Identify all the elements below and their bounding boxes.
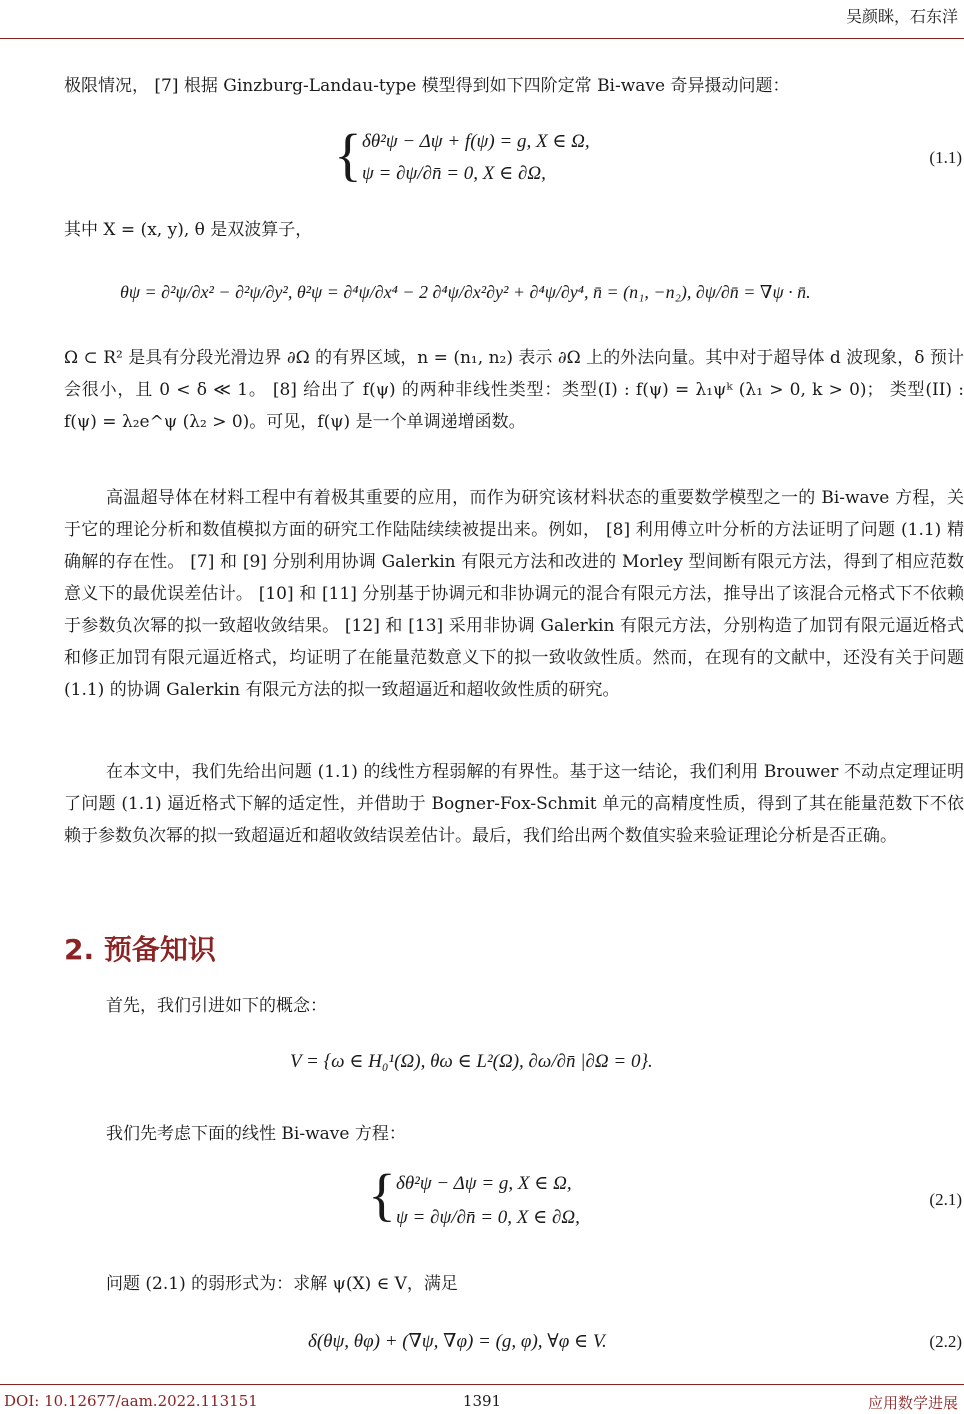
- equation-brace: {: [334, 122, 362, 187]
- equation-space-V: V = {ω ∈ H₀¹(Ω), θω ∈ L²(Ω), ∂ω/∂n̄ |∂Ω = 0}.: [290, 1051, 653, 1072]
- equation-1-1-line2: ψ = ∂ψ/∂n̄ = 0, X ∈ ∂Ω,: [362, 163, 546, 184]
- equation-2-1-line1: δθ²ψ − Δψ = g, X ∈ Ω,: [396, 1173, 572, 1194]
- equation-2-1-line2: ψ = ∂ψ/∂n̄ = 0, X ∈ ∂Ω,: [396, 1207, 580, 1228]
- header-rule: [0, 38, 964, 39]
- equation-brace: {: [368, 1162, 396, 1227]
- equation-theta-operator: θψ = ∂²ψ/∂x² − ∂²ψ/∂y², θ²ψ = ∂⁴ψ/∂x⁴ − 2 ∂⁴ψ/∂x²∂y² + ∂⁴ψ/∂y⁴, n̄ = (n₁, −n₂), ∂ψ/∂n̄ = ∇ψ · n̄.: [120, 282, 811, 302]
- paragraph-intro: 极限情况， [7] 根据 Ginzburg-Landau-type 模型得到如下四阶定常 Bi-wave 奇异摄动问题：: [64, 76, 790, 96]
- paragraph-domain: Ω ⊂ R² 是具有分段光滑边界 ∂Ω 的有界区域，n = (n₁, n₂) 表示 ∂Ω 上的外法向量。其中对于超导体 d 波现象，δ 预计会很小，且 0 < δ ≪ 1。 [8] 给出了 f(ψ) 的两种非线性类型：类型(I) : f(ψ) = λ₁ψᵏ (λ₁ > 0, k > 0)； 类型(II) : f(ψ) = λ₂e^ψ (λ₂ > 0)。可见，f(ψ) 是一个单调递增函数。: [64, 348, 964, 432]
- paragraph-concept: 首先，我们引进如下的概念：: [106, 996, 327, 1016]
- header-authors: 吴颜眯，石东洋: [845, 7, 958, 26]
- paragraph-this-paper: 在本文中，我们先给出问题 (1.1) 的线性方程弱解的有界性。基于这一结论，我们利用 Brouwer 不动点定理证明了问题 (1.1) 逼近格式下解的适定性，并借助于 Bogner-Fox-Schmit 单元的高精度性质，得到了其在能量范数下不依赖于参数负次幂的拟一致超逼近和超收敛结误差估计。最后，我们给出两个数值实验来验证理论分析是否正确。: [64, 762, 964, 846]
- paragraph-weak-form: 问题 (2.1) 的弱形式为：求解 ψ(X) ∈ V，满足: [106, 1274, 458, 1294]
- equation-number: (2.2): [929, 1332, 962, 1351]
- footer-journal: 应用数学进展: [867, 1394, 958, 1412]
- footer-rule: [0, 1384, 964, 1385]
- equation-number: (2.1): [929, 1190, 962, 1209]
- footer-page-number: 1391: [462, 1392, 502, 1410]
- paragraph-background: 高温超导体在材料工程中有着极其重要的应用，而作为研究该材料状态的重要数学模型之一的 Bi-wave 方程，关于它的理论分析和数值模拟方面的研究工作陆陆续续被提出来。例如， [8] 利用傅立叶分析的方法证明了问题 (1.1) 精确解的存在性。 [7] 和 [9] 分别利用协调 Galerkin 有限元方法和改进的 Morley 型间断有限元方法，得到了相应范数意义下的最优误差估计。 [10] 和 [11] 分别基于协调元和非协调元的混合有限元方法，推导出了该混合元格式下不依赖于参数负次幂的拟一致超收敛结果。 [12] 和 [13] 采用非协调 Galerkin 有限元方法，分别构造了加罚有限元逼近格式和修正加罚有限元逼近格式，均证明了在能量范数意义下的拟一致收敛性质。然而，在现有的文献中，还没有关于问题(1.1) 的协调 Galerkin 有限元方法的拟一致超逼近和超收敛性质的研究。: [64, 488, 964, 700]
- equation-number: (1.1): [929, 148, 962, 167]
- section-heading: 2. 预备知识: [64, 933, 216, 966]
- page-header: [0, 0, 964, 40]
- equation-1-1-line1: δθ²ψ − Δψ + f(ψ) = g, X ∈ Ω,: [362, 131, 590, 152]
- paragraph-where: 其中 X = (x, y), θ 是双波算子，: [64, 220, 313, 240]
- paragraph-linear: 我们先考虑下面的线性 Bi-wave 方程：: [106, 1124, 406, 1144]
- equation-2-2-text: δ(θψ, θφ) + (∇ψ, ∇φ) = (g, φ), ∀φ ∈ V.: [308, 1331, 607, 1352]
- footer-doi: DOI: 10.12677/aam.2022.113151: [4, 1392, 258, 1410]
